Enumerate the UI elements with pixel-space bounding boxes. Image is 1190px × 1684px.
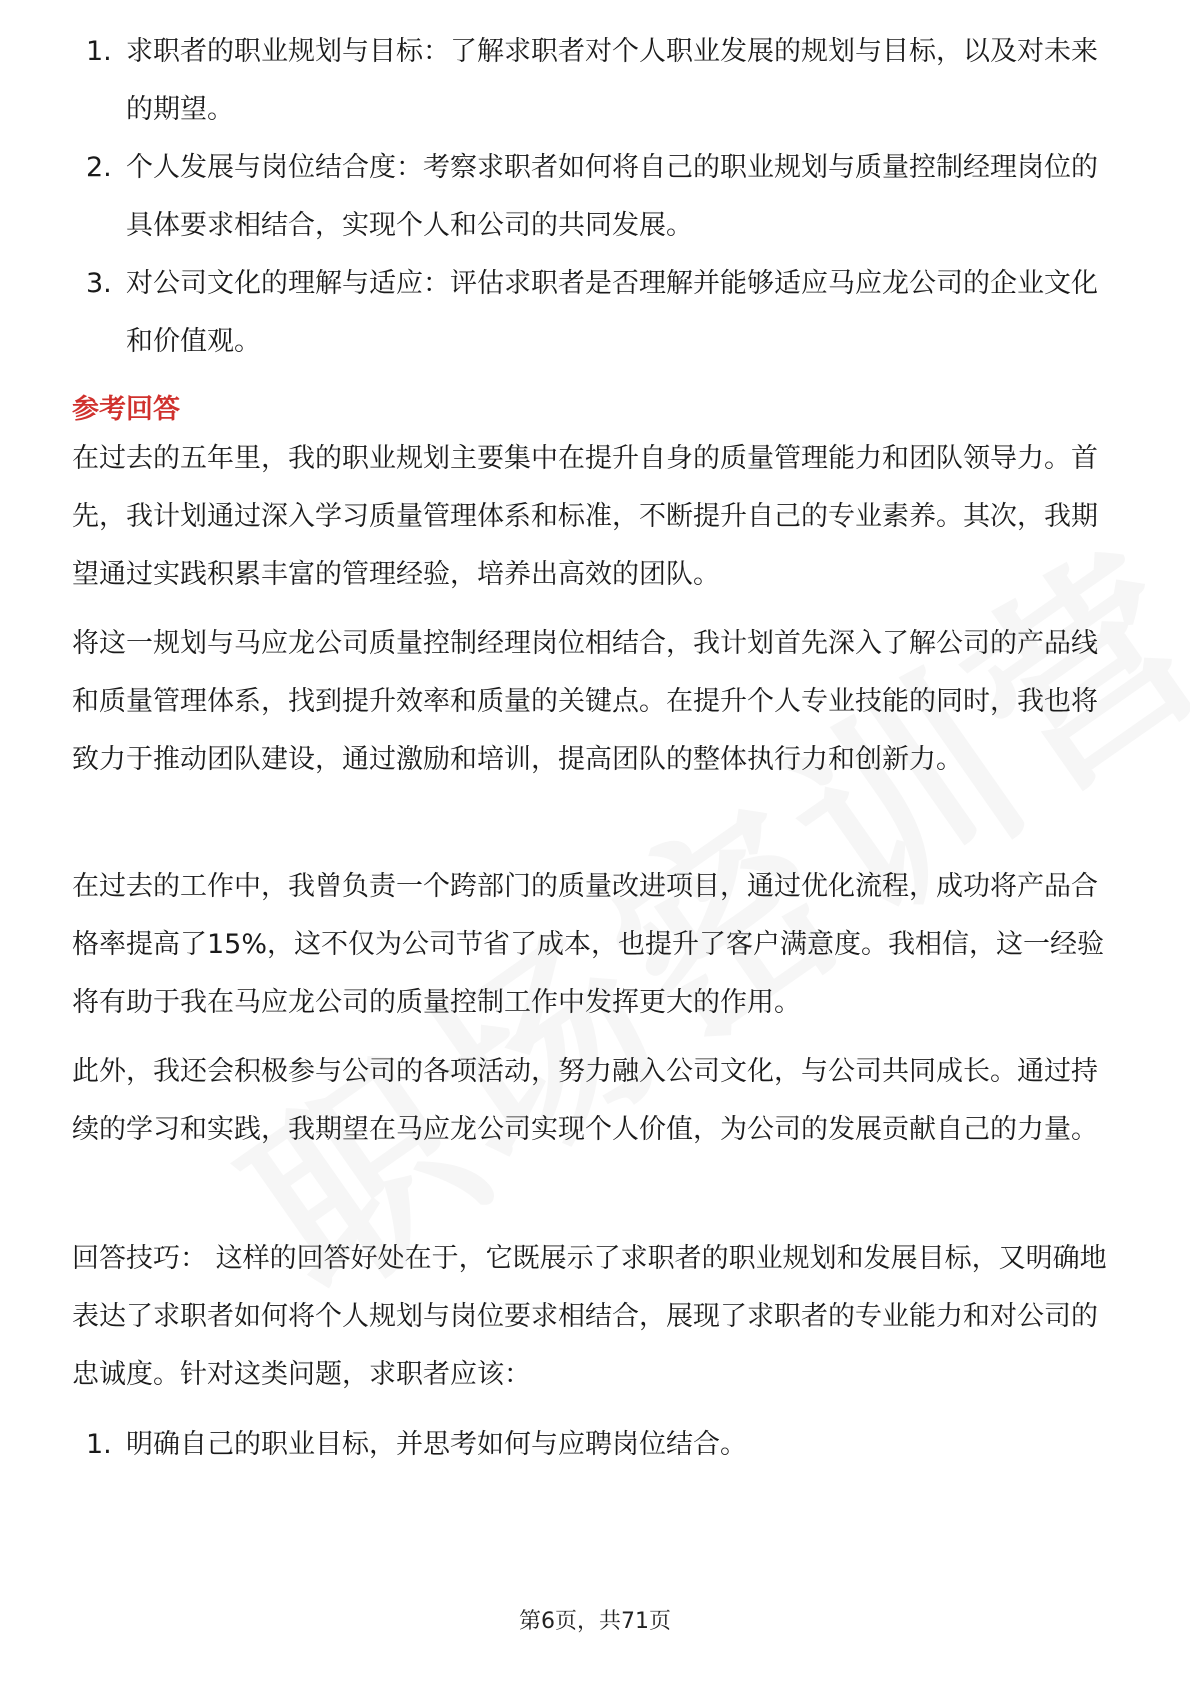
paragraph: 在过去的工作中，我曾负责一个跨部门的质量改进项目，通过优化流程，成功将产品合格率提高了15%，这不仅为公司节省了成本，也提升了客户满意度。我相信，这一经验将有助于我在马应龙公司的质量控制工作中发挥更大的作用。 xyxy=(72,871,1105,1018)
list-number: 1. xyxy=(86,36,112,67)
list-item xyxy=(72,139,1122,255)
page-number-footer: 第6页，共71页 xyxy=(519,1609,671,1634)
answer-tips-paragraph: 回答技巧： 这样的回答好处在于，它既展示了求职者的职业规划和发展目标，又明确地表达了求职者如何将个人规划与岗位要求相结合，展现了求职者的专业能力和对公司的忠诚度。针对这类问题，求职者应该： xyxy=(72,1243,1107,1390)
list-number: 2. xyxy=(86,152,112,183)
paragraph: 在过去的五年里，我的职业规划主要集中在提升自身的质量管理能力和团队领导力。首先，我计划通过深入学习质量管理体系和标准，不断提升自己的专业素养。其次，我期望通过实践积累丰富的管理经验，培养出高效的团队。 xyxy=(72,443,1098,590)
paragraph: 将这一规划与马应龙公司质量控制经理岗位相结合，我计划首先深入了解公司的产品线和质量管理体系，找到提升效率和质量的关键点。在提升个人专业技能的同时，我也将致力于推动团队建设，通过激励和培训，提高团队的整体执行力和创新力。 xyxy=(72,628,1098,775)
list-number: 3. xyxy=(86,268,112,299)
list-text: 个人发展与岗位结合度：考察求职者如何将自己的职业规划与质量控制经理岗位的具体要求相结合，实现个人和公司的共同发展。 xyxy=(126,152,1098,241)
section-heading: 参考回答 xyxy=(72,394,180,425)
tips-list xyxy=(72,1416,1122,1474)
list-item xyxy=(72,255,1122,371)
list-item xyxy=(72,23,1122,139)
list-item xyxy=(72,1416,1122,1474)
list-text: 对公司文化的理解与适应：评估求职者是否理解并能够适应马应龙公司的企业文化和价值观。 xyxy=(126,268,1098,357)
list-text: 求职者的职业规划与目标：了解求职者对个人职业发展的规划与目标，以及对未来的期望。 xyxy=(126,36,1098,125)
list-text: 明确自己的职业目标，并思考如何与应聘岗位结合。 xyxy=(126,1429,747,1460)
criteria-list xyxy=(72,23,1122,371)
paragraph: 此外，我还会积极参与公司的各项活动，努力融入公司文化，与公司共同成长。通过持续的学习和实践，我期望在马应龙公司实现个人价值，为公司的发展贡献自己的力量。 xyxy=(72,1056,1098,1145)
list-number: 1. xyxy=(86,1429,112,1460)
